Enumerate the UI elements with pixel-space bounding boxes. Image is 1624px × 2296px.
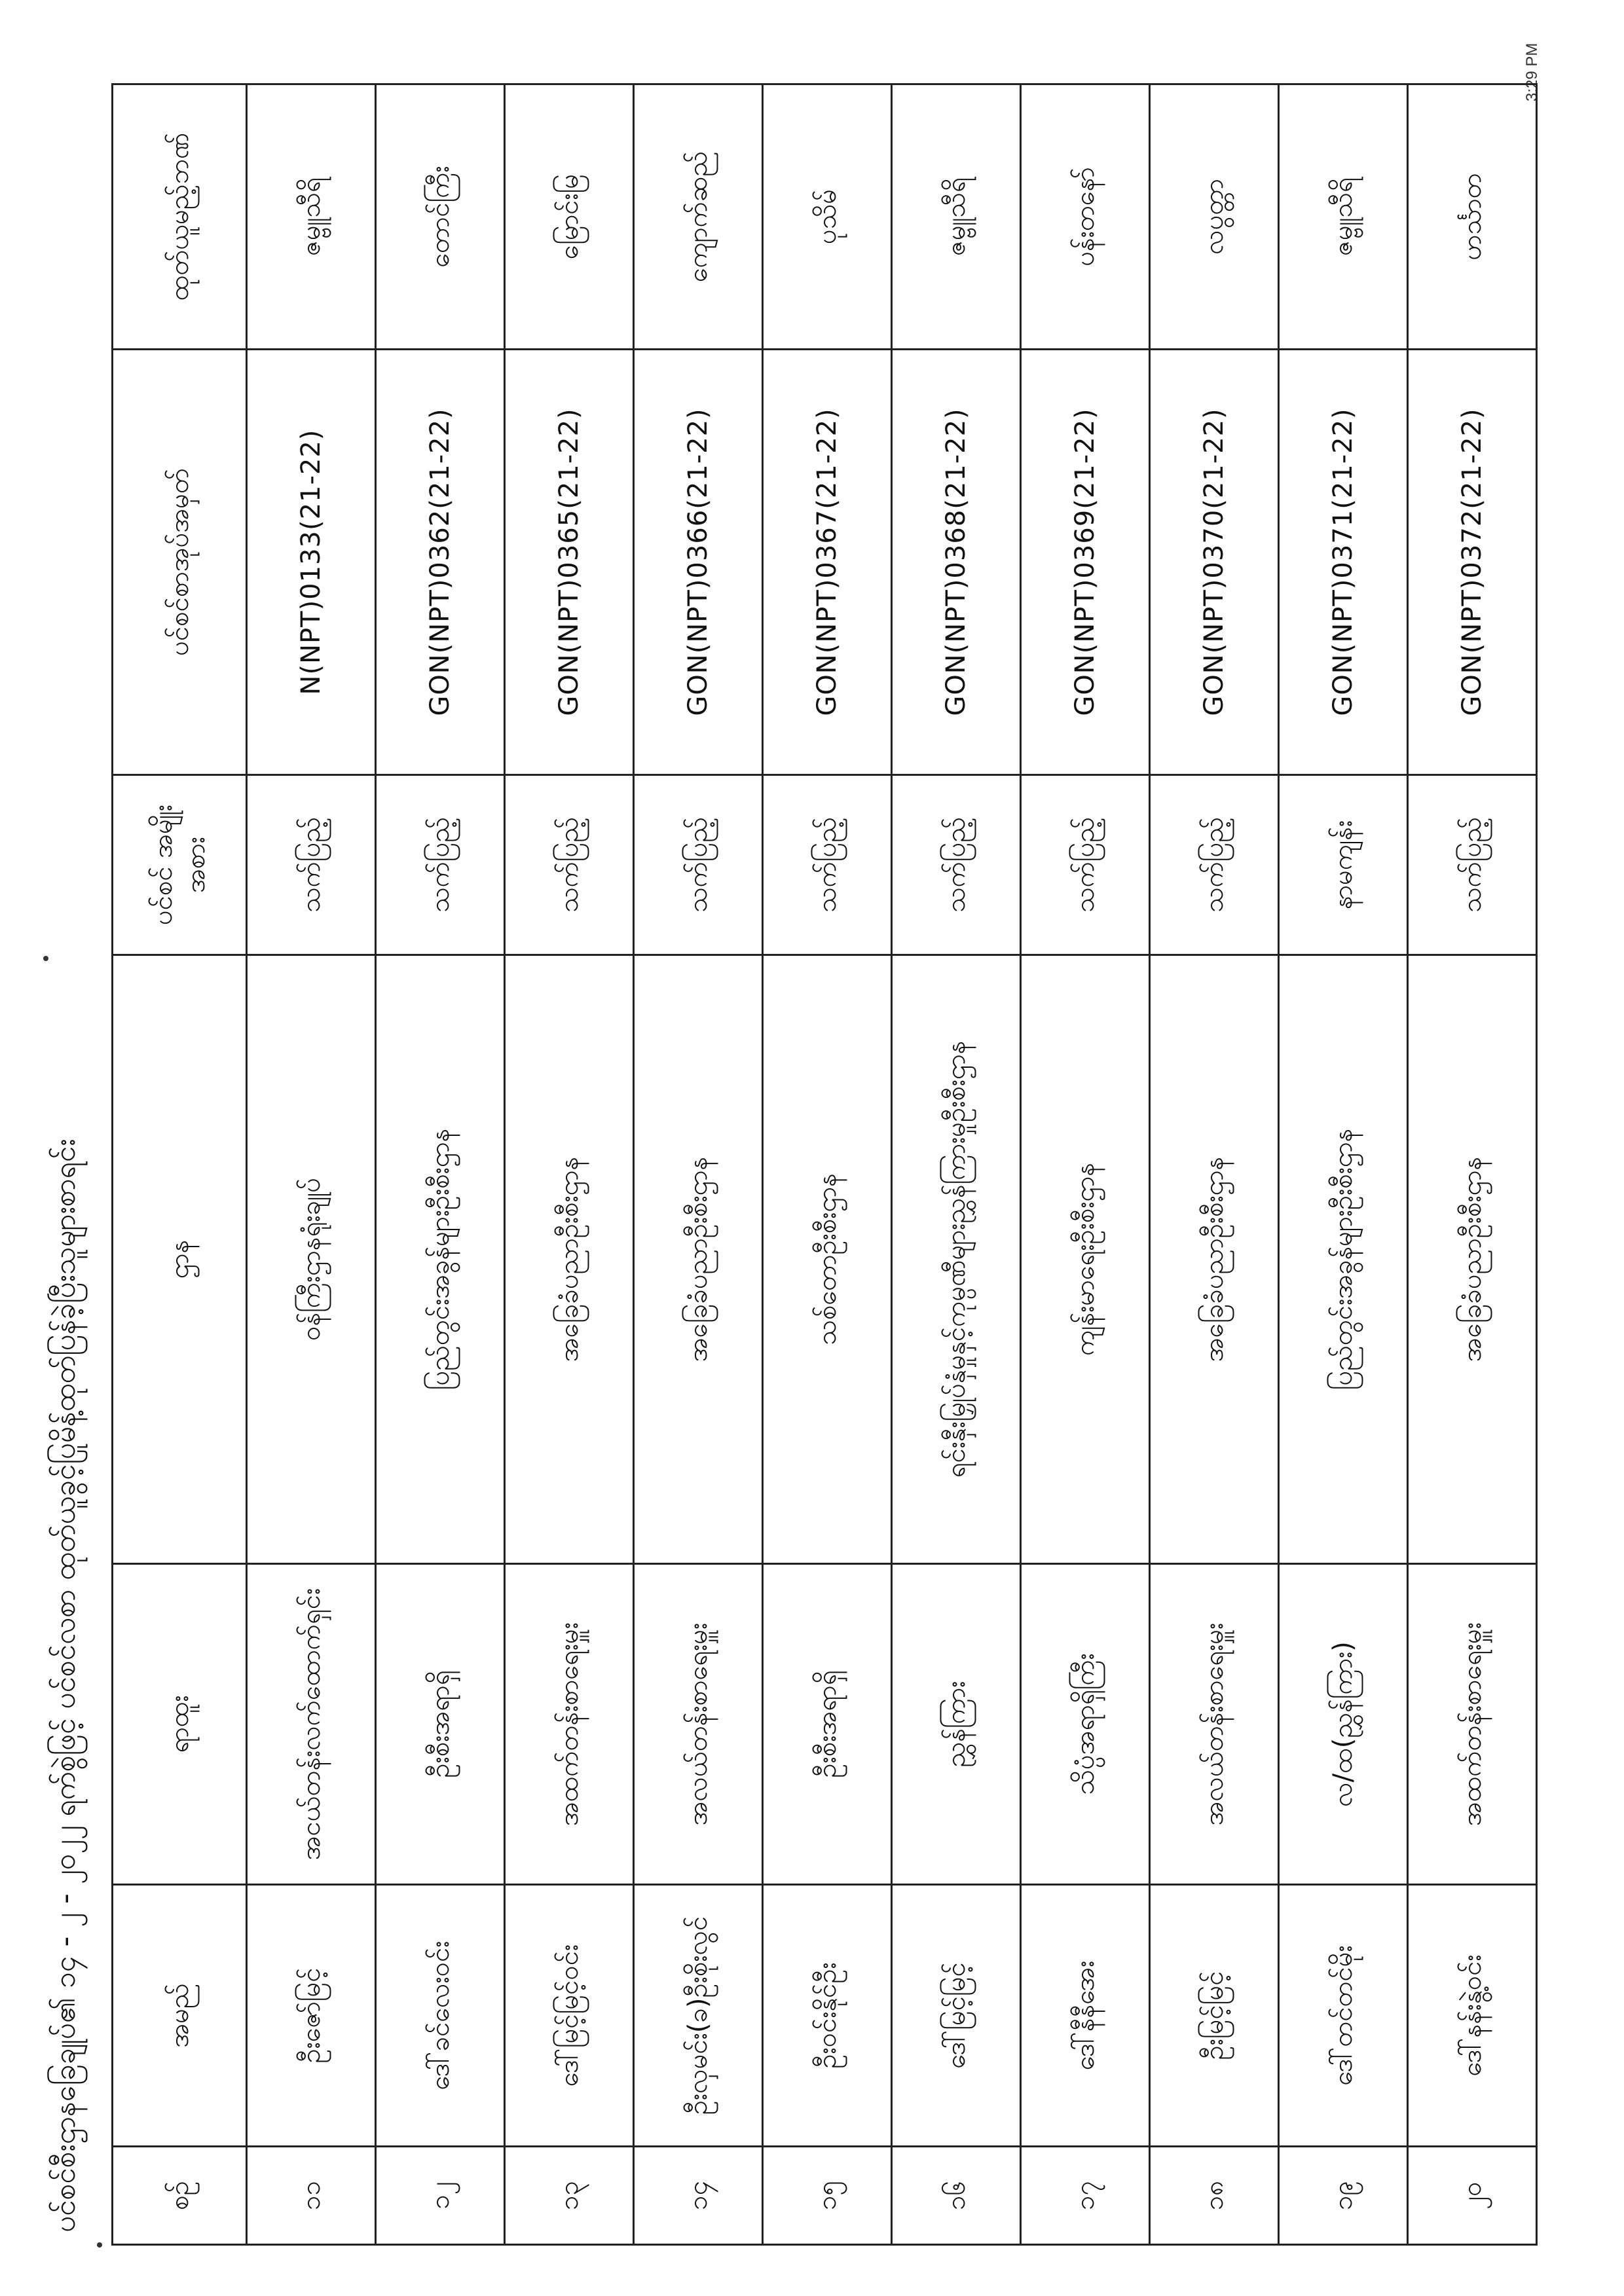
table-row <box>1279 84 1408 2245</box>
cell-bank: ဇမ္ဗူသီရိ <box>1279 84 1408 350</box>
cell-name: ဒေါ်ခင်လေးဝင်း <box>376 1885 505 2147</box>
cell-department: ပြည်တွင်းအခွန်များဦးစီးဌာန <box>376 955 505 1564</box>
cell-pension-type: သက်ပြည့် <box>247 775 376 955</box>
cell-pension-type: သက်ပြည့် <box>1150 775 1279 955</box>
cell-bank: မြောင်းမြ <box>505 84 634 350</box>
cell-rank: ဦးစီးအရာရှိ <box>376 1564 505 1885</box>
table-row <box>505 84 634 2245</box>
cell-rank: အလယ်တန်းစာရေးမှူး <box>634 1564 763 1885</box>
cell-pension-book: GON(NPT)0368(21-22) <box>892 350 1021 775</box>
cell-pension-book: GON(NPT)0371(21-22) <box>1279 350 1408 775</box>
cell-serial: ၁၅ <box>763 2147 892 2245</box>
cell-serial: ၂၀ <box>1408 2147 1537 2245</box>
cell-serial: ၁၈ <box>1150 2147 1279 2245</box>
cell-name: ဦးဇော်မြင့် <box>247 1885 376 2147</box>
cell-pension-type: သက်ပြည့် <box>763 775 892 955</box>
cell-name: ဒေါ်မြင့်မြင့်ဝင်း <box>505 1885 634 2147</box>
document-title: ပင်စင်စီးဌာနခြေချုပ်၏ ၁၄ - ၂ - ၂၀၂၂ ရက်စွဲဖြင့် ပင်စင်လစာ ထုတ်ယူခွင့်ပြုမိန့်ထုတ်ပြန်ခဲ့ပြီးသူများစာရင်း <box>48 1139 82 2232</box>
header-pension-type: ပင်စင် အမျိုးအစား <box>113 775 247 955</box>
cell-pension-type: သက်ပြည့် <box>1408 775 1537 955</box>
table-row <box>634 84 763 2245</box>
print-timestamp: 3:29 PM <box>1523 43 1541 101</box>
cell-pension-book: GON(NPT)0372(21-22) <box>1408 350 1537 775</box>
cell-department: အခြေခံပညာဦးစီးဌာန <box>1150 955 1279 1564</box>
cell-rank: သိပ္ပံအရာရှိကြီး <box>1021 1564 1150 1885</box>
cell-pension-book: GON(NPT)0362(21-22) <box>376 350 505 775</box>
cell-name: ဒေါ်နီနီအေး <box>1021 1885 1150 2147</box>
cell-name: ဦးလှမင်း(ခ)ဦးစိုးလွင် <box>634 1885 763 2147</box>
cell-pension-type: နာမကျန်း <box>1279 775 1408 955</box>
cell-rank: အလယ်တန်းစာရေးမှူး <box>1150 1564 1279 1885</box>
cell-pension-book: GON(NPT)0366(21-22) <box>634 350 763 775</box>
table-row <box>1150 84 1279 2245</box>
cell-rank: အငယ်တန်းလက်ထောက်ရှင်း <box>247 1564 376 1885</box>
table-row <box>1408 84 1537 2245</box>
cell-rank: အထက်တန်းစာရေးမှူး <box>505 1564 634 1885</box>
cell-department: အခြေခံပညာဦးစီးဌာန <box>505 955 634 1564</box>
cell-serial: ၁၇ <box>1021 2147 1150 2245</box>
header-rank: ရာထူး <box>113 1564 247 1885</box>
header-pension-book: ပင်စင်စာအုပ်အမှတ် <box>113 350 247 775</box>
cell-pension-type: သက်ပြည့် <box>634 775 763 955</box>
cell-rank: ညွှန်ကြား <box>892 1564 1021 1885</box>
table-header-row <box>113 84 247 2245</box>
cell-pension-type: သက်ပြည့် <box>1021 775 1150 955</box>
cell-bank: ဇမ္ဗူသီရိ <box>247 84 376 350</box>
cell-department: ကျန်းမာရေးဦးစီးဌာန <box>1021 955 1150 1564</box>
cell-serial: ၁၄ <box>634 2147 763 2245</box>
cell-pension-type: သက်ပြည့် <box>892 775 1021 955</box>
header-serial: စဉ် <box>113 2147 247 2245</box>
cell-pension-type: သက်ပြည့် <box>505 775 634 955</box>
header-department: ဌာန <box>113 955 247 1564</box>
table-row <box>1021 84 1150 2245</box>
cell-pension-book: GON(NPT)0365(21-22) <box>505 350 634 775</box>
cell-bank: ဟင်္သာတ <box>1408 84 1537 350</box>
cell-rank: လ/ထ(ညွှန်ကြား) <box>1279 1564 1408 1885</box>
cell-pension-book: N(NPT)0133(21-22) <box>247 350 376 775</box>
cell-bank: တောင်ကြီး <box>376 84 505 350</box>
cell-bank: ပန်းတနော် <box>1021 84 1150 350</box>
cell-department: သစ်တောဦးစီးဌာန <box>763 955 892 1564</box>
cell-pension-book: GON(NPT)0370(21-22) <box>1150 350 1279 775</box>
header-name: အမည် <box>113 1885 247 2147</box>
cell-department: ရင်းနှီးမြှုပ်နှံမှုနှင့်ကုမ္ပဏီများညွှန်ကြားမှုဦးစီးဌာန <box>892 955 1021 1564</box>
cell-bank: ပုသိမ် <box>763 84 892 350</box>
cell-bank: ကျောက်ဆည် <box>634 84 763 350</box>
table-row <box>376 84 505 2245</box>
rotated-document <box>26 85 1487 2246</box>
table-row <box>892 84 1021 2245</box>
cell-department: ဝန်ကြီးဌာနရုံးချုပ် <box>247 955 376 1564</box>
cell-department: အခြေခံပညာဦးစီးဌာန <box>634 955 763 1564</box>
cell-department: အခြေခံပညာဦးစီးဌာန <box>1408 955 1537 1564</box>
cell-pension-book: GON(NPT)0369(21-22) <box>1021 350 1150 775</box>
cell-bank: လပွတ္တာ <box>1150 84 1279 350</box>
cell-department: ပြည်တွင်းအခွန်များဦးစီးဌာန <box>1279 955 1408 1564</box>
pension-records-table <box>111 83 1538 2246</box>
cell-name: ဒေါ်မြင့်မြင့် <box>892 1885 1021 2147</box>
cell-rank: ဦးစီးအရာရှိ <box>763 1564 892 1885</box>
cell-pension-book: GON(NPT)0367(21-22) <box>763 350 892 775</box>
cell-serial: ၁၆ <box>892 2147 1021 2245</box>
cell-name: ဒေါ်နန်းနွဲ့ဝင်း <box>1408 1885 1537 2147</box>
cell-pension-type: သက်ပြည့် <box>376 775 505 955</box>
cell-serial: ၁၂ <box>376 2147 505 2245</box>
cell-name: ဦးမြင့်မြင့် <box>1150 1885 1279 2147</box>
cell-serial: ၁၁ <box>247 2147 376 2245</box>
header-bank: ထုတ်ယူမည့်ဘဏ် <box>113 84 247 350</box>
cell-name: ဒေါ်တင်တင်မိုး <box>1279 1885 1408 2147</box>
cell-name: ဦးဝင်းနိုင်ဦး <box>763 1885 892 2147</box>
table-row <box>247 84 376 2245</box>
cell-bank: ဇမ္ဗူသီရိ <box>892 84 1021 350</box>
cell-serial: ၁၉ <box>1279 2147 1408 2245</box>
table-row <box>763 84 892 2245</box>
cell-serial: ၁၃ <box>505 2147 634 2245</box>
cell-rank: အထက်တန်းစာရေးမှူး <box>1408 1564 1537 1885</box>
